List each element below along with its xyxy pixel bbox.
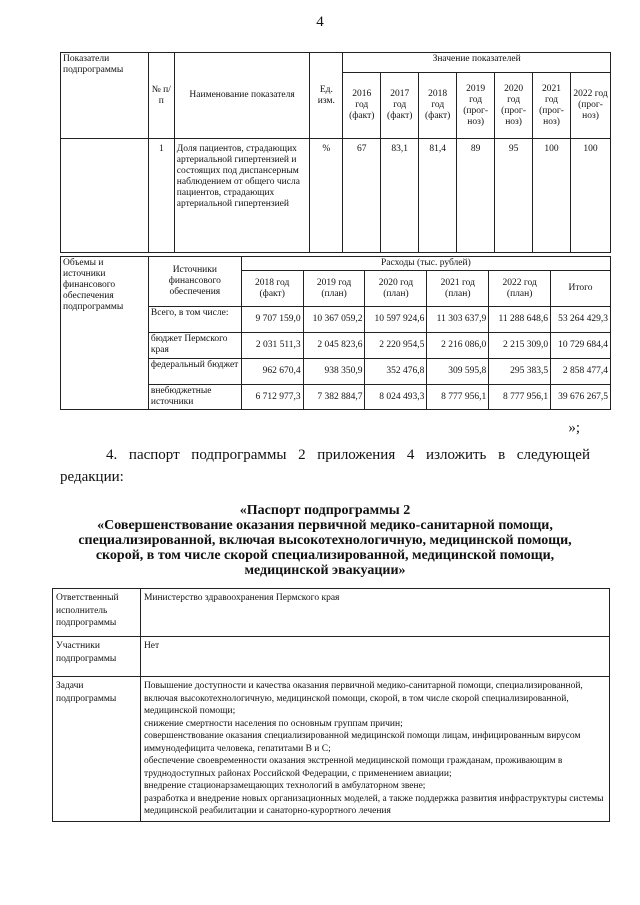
fin-cell: 2 858 477,4 (551, 359, 611, 385)
finance-label: Объемы и источники финансового обеспечения подпрограммы (61, 257, 149, 410)
row-value: 95 (495, 139, 533, 253)
fin-cell: 962 670,4 (241, 359, 303, 385)
row-no: 1 (148, 139, 174, 253)
row-value: 100 (571, 139, 611, 253)
fin-cell: 938 350,9 (303, 359, 365, 385)
passport-title-line2: «Совершенствование оказания первичной медико-санитарной помощи, специализированной, включая высокотехнологичную, медицинской помощи, скорой, в том числе скорой специализированной, медицинской помощи, медицинской эвакуации» (78, 518, 572, 578)
fin-cell: 2 216 086,0 (427, 333, 489, 359)
fin-year-header: 2021 год (план) (427, 271, 489, 307)
fin-cell: 8 024 493,3 (365, 385, 427, 410)
fin-row-label: Всего, в том числе: (148, 307, 241, 333)
row-value: 81,4 (419, 139, 457, 253)
year-header: 2021 год (прог-ноз) (533, 73, 571, 139)
fin-row-label: внебюджетные источники (148, 385, 241, 410)
fin-year-header: 2018 год (факт) (241, 271, 303, 307)
fin-cell: 10 597 924,6 (365, 307, 427, 333)
year-header: 2017 год (факт) (381, 73, 419, 139)
task-item: обеспечение своевременности оказания экстренной медицинской помощи гражданам, проживающим в труднодоступных районах Российской Федерации, с применением авиации; (143, 756, 563, 779)
year-header: 2019 год (прог-ноз) (457, 73, 495, 139)
passport-tasks (140, 677, 609, 822)
passport-label: Ответственный исполнитель подпрограммы (53, 589, 141, 637)
fin-cell: 2 215 309,0 (489, 333, 551, 359)
fin-cell: 7 382 884,7 (303, 385, 365, 410)
passport-label: Задачи подпрограммы (53, 677, 141, 822)
fin-year-header: 2022 год (план) (489, 271, 551, 307)
year-header: 2020 год (прог-ноз) (495, 73, 533, 139)
fin-cell: 9 707 159,0 (241, 307, 303, 333)
fin-cell: 10 729 684,4 (551, 333, 611, 359)
indicators-table (60, 52, 611, 253)
fin-cell: 2 220 954,5 (365, 333, 427, 359)
row-value: 89 (457, 139, 495, 253)
fin-cell: 8 777 956,1 (489, 385, 551, 410)
row-name: Доля пациентов, страдающих артериальной гипертензией и состоящих под диспансерным наблюдением от общего числа пациентов, страдающих артериальной гипертензией (174, 139, 310, 253)
year-header: 2018 год (факт) (419, 73, 457, 139)
row-value: 83,1 (381, 139, 419, 253)
fin-cell: 352 476,8 (365, 359, 427, 385)
amendment-paragraph: 4. паспорт подпрограммы 2 приложения 4 изложить в следующей редакции: (60, 447, 590, 485)
passport-value: Нет (140, 637, 609, 677)
fin-cell: 53 264 429,3 (551, 307, 611, 333)
finance-table (60, 256, 611, 410)
fin-cell: 11 288 648,6 (489, 307, 551, 333)
indicators-label: Показатели подпрограммы (61, 53, 149, 139)
passport-value: Министерство здравоохранения Пермского края (140, 589, 609, 637)
row-value: 100 (533, 139, 571, 253)
task-item: Повышение доступности и качества оказания первичной медико-санитарной помощи, специализированной, включая высокотехнологичную, медицинской помощи, скорой, в том числе скорой специализированной, медицинской помощи; (143, 681, 583, 716)
passport-label: Участники подпрограммы (53, 637, 141, 677)
fin-cell: 309 595,8 (427, 359, 489, 385)
task-item: снижение смертности населения по основным группам причин; (143, 718, 403, 729)
fin-cell: 2 031 511,3 (241, 333, 303, 359)
col-no-header: № п/п (148, 53, 174, 139)
row-unit: % (310, 139, 343, 253)
task-item: совершенствование оказания специализированной медицинской помощи лицам, инфицированным вирусом иммунодефицита человека, гепатитами В и С; (143, 731, 581, 754)
fin-year-header: 2020 год (план) (365, 271, 427, 307)
expenses-header: Расходы (тыс. рублей) (241, 257, 610, 271)
year-header: 2022 год (прог-ноз) (571, 73, 611, 139)
fin-cell: 295 383,5 (489, 359, 551, 385)
fin-cell: 2 045 823,6 (303, 333, 365, 359)
fin-row-label: бюджет Пермского края (148, 333, 241, 359)
fin-year-header: 2019 год (план) (303, 271, 365, 307)
col-values-header: Значение показателей (343, 53, 611, 73)
col-name-header: Наименование показателя (174, 53, 310, 139)
passport-table (52, 588, 610, 822)
fin-cell: 10 367 059,2 (303, 307, 365, 333)
fin-cell: 8 777 956,1 (427, 385, 489, 410)
sources-header: Источники финансового обеспечения (148, 257, 241, 307)
fin-row-label: федеральный бюджет (148, 359, 241, 385)
page-number: 4 (316, 14, 324, 30)
passport-title (60, 503, 590, 578)
year-header: 2016 год (факт) (343, 73, 381, 139)
fin-cell: 6 712 977,3 (241, 385, 303, 410)
fin-cell: 11 303 637,9 (427, 307, 489, 333)
passport-title-line1: «Паспорт подпрограммы 2 (239, 503, 411, 518)
fin-total-header: Итого (551, 271, 611, 307)
closing-quote: »; (568, 420, 580, 436)
task-item: разработка и внедрение новых организационных моделей, а также поддержка развития инфраструктуры системы медицинской реабилитации и санаторно-курортного лечения (143, 793, 604, 816)
fin-cell: 39 676 267,5 (551, 385, 611, 410)
row-value: 67 (343, 139, 381, 253)
col-unit-header: Ед. изм. (310, 53, 343, 139)
task-item: внедрение стационарзамещающих технологий в амбулаторном звене; (143, 781, 426, 791)
